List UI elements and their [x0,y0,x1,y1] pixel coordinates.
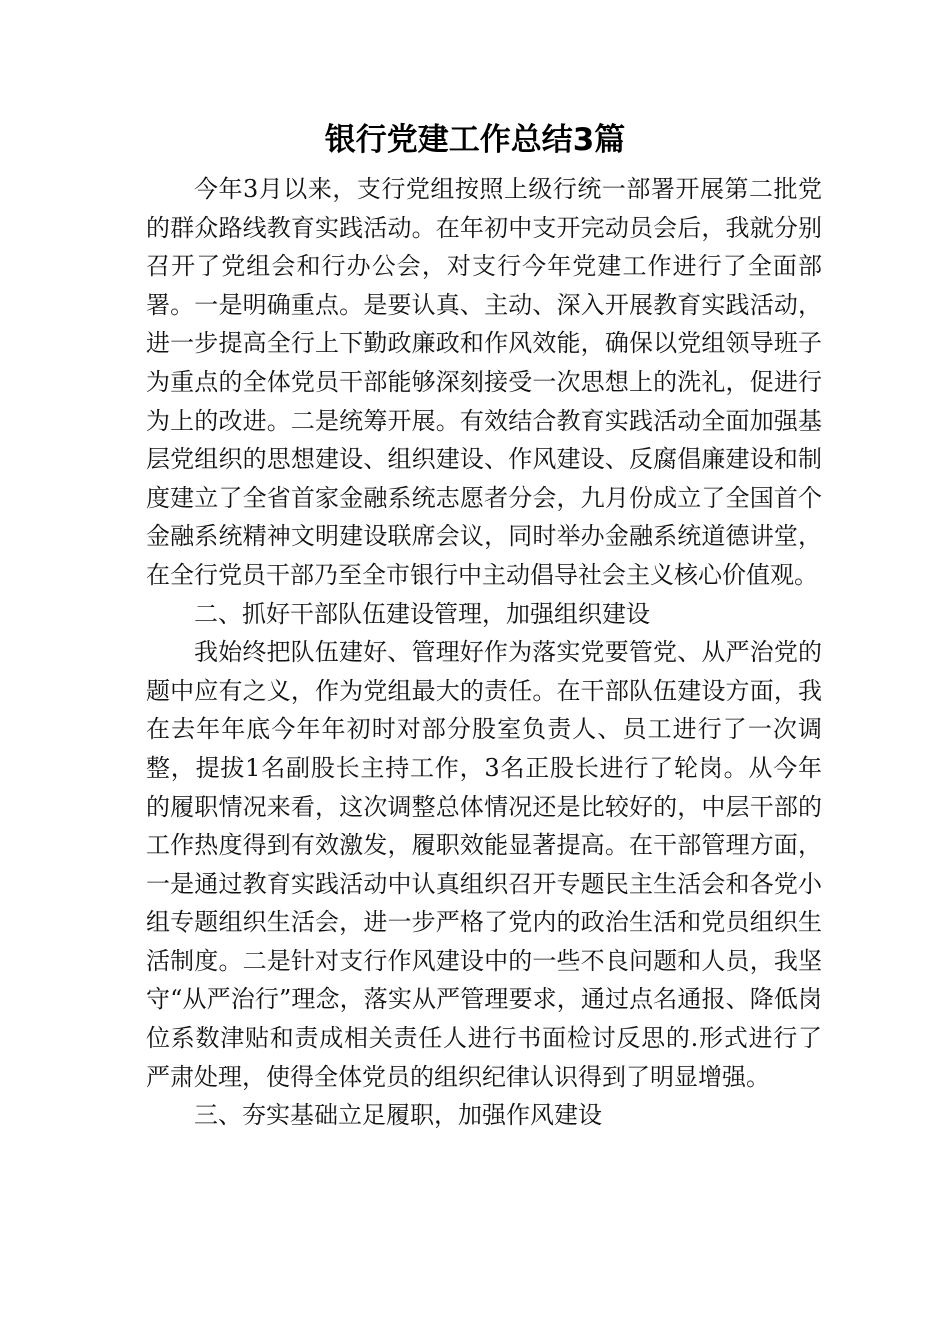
section-heading-two: 二、抓好干部队伍建设管理，加强组织建设 [194,599,650,628]
document-title: 银行党建工作总结3篇 [324,122,626,158]
paragraph-intro: 今年3月以来，支行党组按照上级行统一部署开展第二批党的群众路线教育实践活动。在年初中支开完动员会后，我就分别召开了党组会和行办公会，对支行今年党建工作进行了全面部署。一是明确重点。是要认真、主动、深入开展教育实践活动，进一步提高全行上下勤政廉政和作风效能，确保以党组领导班子为重点的全体党员干部能够深刻接受一次思想上的洗礼，促进行为上的改进。二是统筹开展。有效结合教育实践活动全面加强基层党组织的思想建设、组织建设、作风建设、反腐倡廉建设和制度建立了全省首家金融系统志愿者分会，九月份成立了全国首个金融系统精神文明建设联席会议，同时举办金融系统道德讲堂，在全行党员干部乃至全市银行中主动倡导社会主义核心价值观。 [146,175,822,589]
section-heading-three: 三、夯实基础立足履职，加强作风建设 [194,1101,602,1130]
document-body [146,170,822,1135]
paragraph-team-building: 我始终把队伍建好、管理好作为落实党要管党、从严治党的题中应有之义，作为党组最大的责任。在干部队伍建设方面，我在去年年底今年年初时对部分股室负责人、员工进行了一次调整，提拔1名副股长主持工作，3名正股长进行了轮岗。从今年的履职情况来看，这次调整总体情况还是比较好的，中层干部的工作热度得到有效激发，履职效能显著提高。在干部管理方面，一是通过教育实践活动中认真组织召开专题民主生活会和各党小组专题组织生活会，进一步严格了党内的政治生活和党员组织生活制度。二是针对支行作风建设中的一些不良问题和人员，我坚守“从严治行”理念，落实从严管理要求，通过点名通报、降低岗位系数津贴和责成相关责任人进行书面检讨反思的.形式进行了严肃处理，使得全体党员的组织纪律认识得到了明显增强。 [146,638,822,1091]
